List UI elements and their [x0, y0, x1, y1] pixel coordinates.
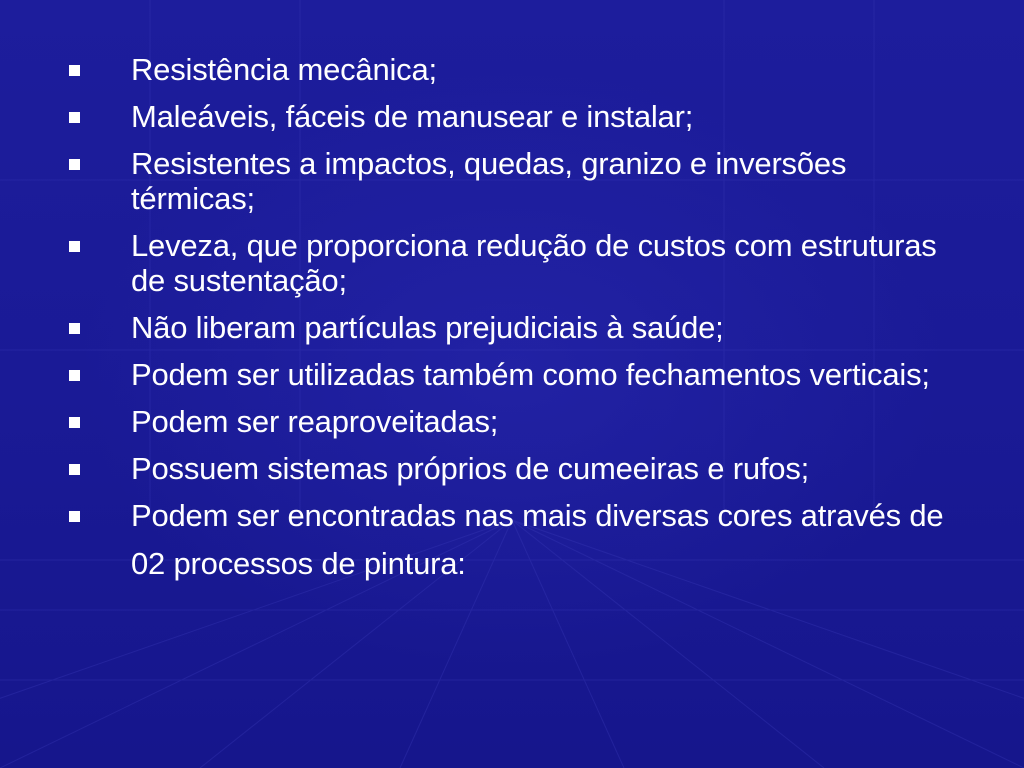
list-item — [60, 99, 960, 134]
square-bullet-icon — [69, 511, 80, 522]
square-bullet-icon — [69, 65, 80, 76]
square-bullet-icon — [69, 417, 80, 428]
square-bullet-icon — [69, 323, 80, 334]
square-bullet-icon — [69, 241, 80, 252]
square-bullet-icon — [69, 159, 80, 170]
list-item — [60, 451, 960, 486]
list-item — [60, 146, 960, 216]
bullet-text: Podem ser encontradas nas mais diversas cores através de 02 processos de pintura: — [131, 498, 944, 581]
list-item — [60, 492, 960, 588]
bullet-text: Maleáveis, fáceis de manusear e instalar; — [131, 99, 694, 134]
bullet-text: Resistentes a impactos, quedas, granizo e inversões térmicas; — [131, 146, 847, 216]
list-item — [60, 52, 960, 87]
list-item — [60, 404, 960, 439]
slide-content — [60, 52, 960, 600]
bullet-text: Leveza, que proporciona redução de custos com estruturas de sustentação; — [131, 228, 937, 298]
list-item — [60, 357, 960, 392]
square-bullet-icon — [69, 370, 80, 381]
bullet-text: Podem ser utilizadas também como fechamentos verticais; — [131, 357, 930, 392]
bullet-list — [60, 52, 960, 588]
bullet-text: Possuem sistemas próprios de cumeeiras e rufos; — [131, 451, 810, 486]
bullet-text: Podem ser reaproveitadas; — [131, 404, 499, 439]
square-bullet-icon — [69, 464, 80, 475]
square-bullet-icon — [69, 112, 80, 123]
list-item — [60, 228, 960, 298]
bullet-text: Não liberam partículas prejudiciais à saúde; — [131, 310, 724, 345]
bullet-text: Resistência mecânica; — [131, 52, 437, 87]
list-item — [60, 310, 960, 345]
